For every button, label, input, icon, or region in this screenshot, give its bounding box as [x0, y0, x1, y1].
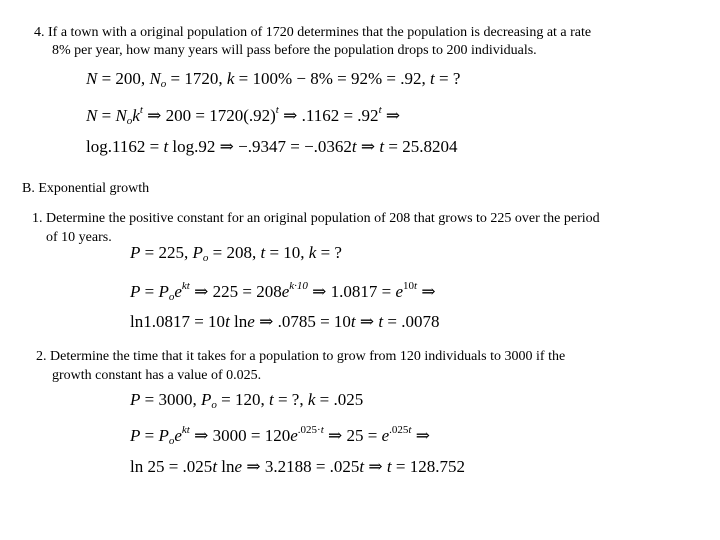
problem-1-equation-1: P = 225, $P_o = 208$, t = 10, k = ? [130, 243, 342, 264]
problem-4-equation-1: N = 200, $N_o = 1720$, k = 100% − 8% = 92% = .92, t = ? [86, 69, 461, 90]
section-b-heading: B. Exponential growth [22, 181, 150, 196]
problem-2-text-line-2: growth constant has a value of 0.025. [52, 368, 262, 383]
problem-4-equation-3: log.1162 = t log.92 ⇒ −.9347 = −.0362t ⇒ t = 25.8204 [86, 137, 458, 156]
problem-4-text-line-1: 4. If a town with a original population of 1720 determines that the population is decreasing at a rate [34, 25, 592, 40]
problem-1-text-line-1: 1. Determine the positive constant for an original population of 208 that grows to 225 over the period [32, 211, 600, 226]
problem-1-equation-3: ln1.0817 = 10t lne ⇒ .0785 = 10t ⇒ t = .0078 [130, 312, 440, 331]
problem-4-equation-2: $N = N_ok^t$ ⇒ $200 = 1720(.92)^t$ ⇒ $.1162 = .92^t$ ⇒ [86, 104, 401, 127]
problem-1-equation-2: $P = P_oe^{kt}$ ⇒ $225 = 208e^{k\cdot 10}$ ⇒ $1.0817 = e^{10t}$ ⇒ [130, 280, 436, 303]
problem-1-text-line-2: of 10 years. [46, 230, 112, 245]
problem-4-text-line-2: 8% per year, how many years will pass before the population drops to 200 individuals. [52, 43, 537, 58]
problem-2-equation-1: P = 3000, $P_o = 120$, t = ?, k = .025 [130, 390, 364, 411]
problem-2-equation-3: ln 25 = .025t lne ⇒ 3.2188 = .025t ⇒ t = 128.752 [130, 457, 465, 476]
problem-2-equation-2: $P = P_oe^{kt}$ ⇒ $3000 = 120e^{.025\cdot t}$ ⇒ $25 = e^{.025t}$ ⇒ [130, 424, 430, 447]
problem-2-text-line-1: 2. Determine the time that it takes for a population to grow from 120 individuals to 3000 if the [36, 349, 566, 364]
